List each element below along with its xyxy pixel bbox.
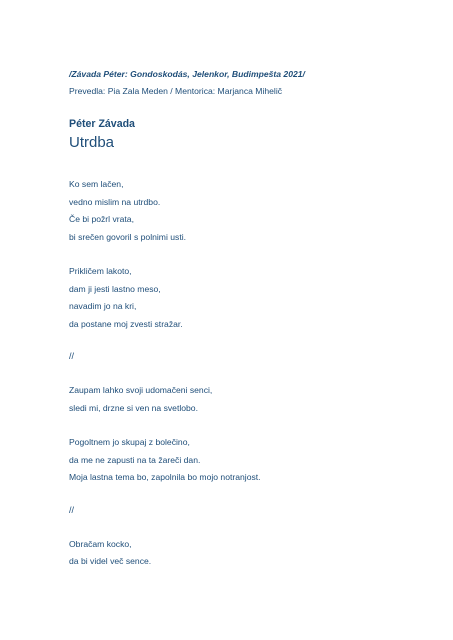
poem-body (69, 176, 409, 571)
poem-line: Če bi požrl vrata, (69, 214, 134, 224)
poem-line: navadim jo na kri, (69, 301, 137, 311)
poem-line: Ko sem lačen, (69, 179, 124, 189)
poem-line: Prikličem lakoto, (69, 266, 132, 276)
poem-line: dam ji jesti lastno meso, (69, 283, 161, 294)
poem-line: bi srečen govoril s polnimi usti. (69, 231, 187, 242)
document-content (69, 68, 409, 588)
poem-title: Utrdba (69, 134, 115, 151)
poem-author: Péter Závada (69, 118, 135, 130)
section-divider: // (69, 351, 75, 361)
stanza (69, 434, 409, 487)
stanza (69, 382, 409, 417)
poem-section (69, 382, 409, 516)
poem-line: vedno mislim na utrdbo. (69, 196, 161, 207)
poem-line: Moja lastna tema bo, zapolnila bo mojo notranjost. (69, 472, 261, 482)
poem-line: da bi videl več sence. (69, 556, 152, 566)
section-divider: // (69, 504, 75, 515)
poem-line: da postane moj zvesti stražar. (69, 318, 183, 329)
stanza (69, 536, 409, 571)
source-citation: /Závada Péter: Gondoskodás, Jelenkor, Budimpešta 2021/ (69, 69, 305, 79)
poem-line: Zaupam lahko svoji udomačeni senci, (69, 385, 213, 395)
poem-line: da me ne zapusti na ta žareči dan. (69, 454, 201, 465)
poem-section (69, 536, 409, 571)
poem-line: Obračam kocko, (69, 538, 132, 549)
translation-credits: Prevedla: Pia Zala Meden / Mentorica: Marjanca Mihelič (69, 86, 283, 96)
poem-line: Pogoltnem jo skupaj z bolečino, (69, 437, 190, 447)
stanza (69, 176, 409, 246)
poem-section (69, 176, 409, 362)
poem-line: sledi mi, drzne si ven na svetlobo. (69, 402, 198, 413)
stanza (69, 263, 409, 333)
